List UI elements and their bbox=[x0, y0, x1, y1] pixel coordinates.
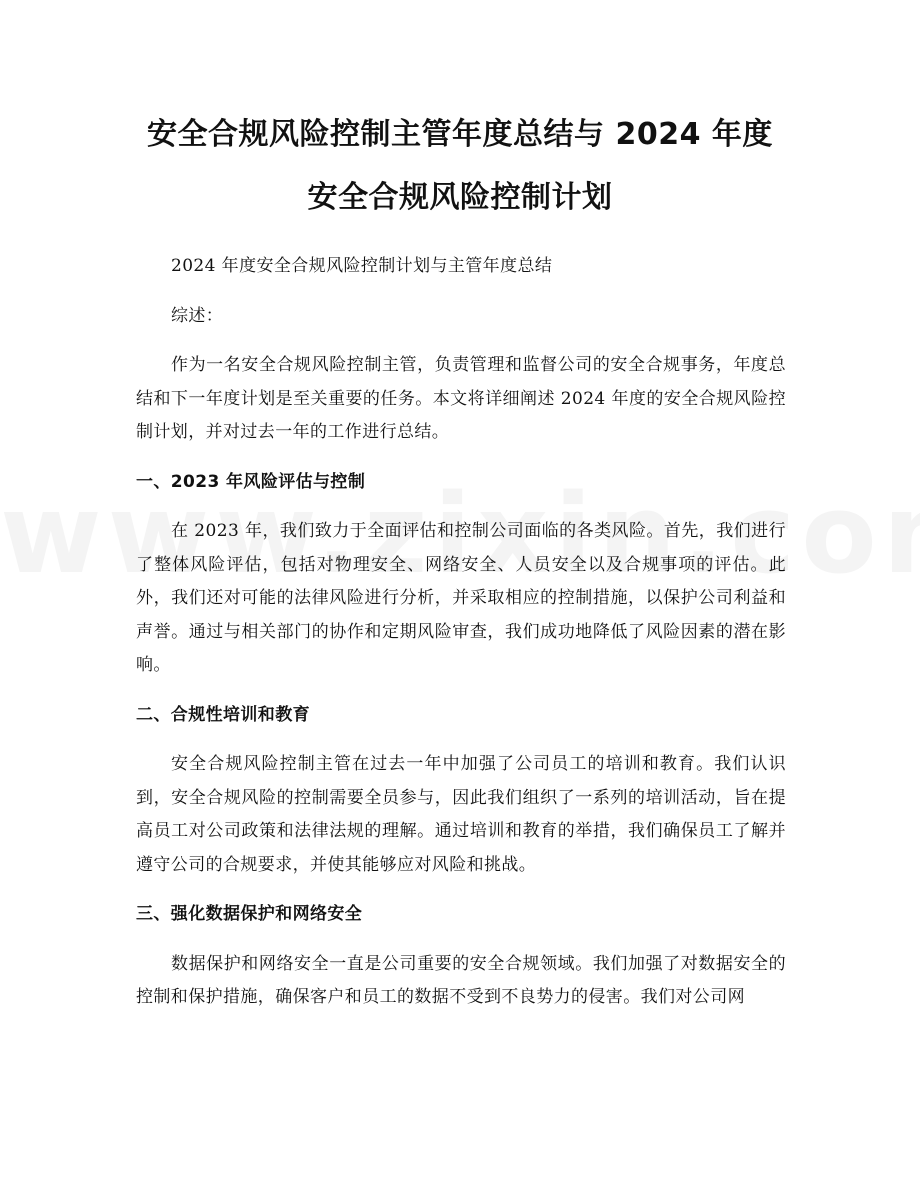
section-paragraph: 数据保护和网络安全一直是公司重要的安全合规领域。我们加强了对数据安全的控制和保护措施，确保客户和员工的数据不受到不良势力的侵害。我们对公司网 bbox=[136, 953, 786, 1007]
document-title-line-2: 安全合规风险控制计划 bbox=[307, 180, 613, 215]
section-heading: 三、强化数据保护和网络安全 bbox=[136, 904, 363, 924]
section-paragraph: 在 2023 年，我们致力于全面评估和控制公司面临的各类风险。首先，我们进行了整体风险评估，包括对物理安全、网络安全、人员安全以及合规事项的评估。此外，我们还对可能的法律风险进行分析，并采取相应的控制措施，以保护公司利益和声誉。通过与相关部门的协作和定期风险审查，我们成功地降低了风险因素的潜在影响。 bbox=[136, 521, 786, 675]
document-subtitle: 2024 年度安全合规风险控制计划与主管年度总结 bbox=[171, 256, 553, 276]
summary-label: 综述： bbox=[171, 305, 224, 326]
intro-paragraph: 作为一名安全合规风险控制主管，负责管理和监督公司的安全合规事务，年度总结和下一年度计划是至关重要的任务。本文将详细阐述 2024 年度的安全合规风险控制计划，并对过去一年的工作进行总结。 bbox=[136, 355, 786, 442]
section-heading: 一、2023 年风险评估与控制 bbox=[136, 471, 366, 492]
section-heading: 二、合规性培训和教育 bbox=[136, 704, 310, 725]
section-paragraph: 安全合规风险控制主管在过去一年中加强了公司员工的培训和教育。我们认识到，安全合规风险的控制需要全员参与，因此我们组织了一系列的培训活动，旨在提高员工对公司政策和法律法规的理解。通过培训和教育的举措，我们确保员工了解并遵守公司的合规要求，并使其能够应对风险和挑战。 bbox=[136, 754, 786, 875]
document-body bbox=[136, 250, 786, 1031]
document-title-line-1: 安全合规风险控制主管年度总结与 2024 年度 bbox=[147, 117, 773, 152]
